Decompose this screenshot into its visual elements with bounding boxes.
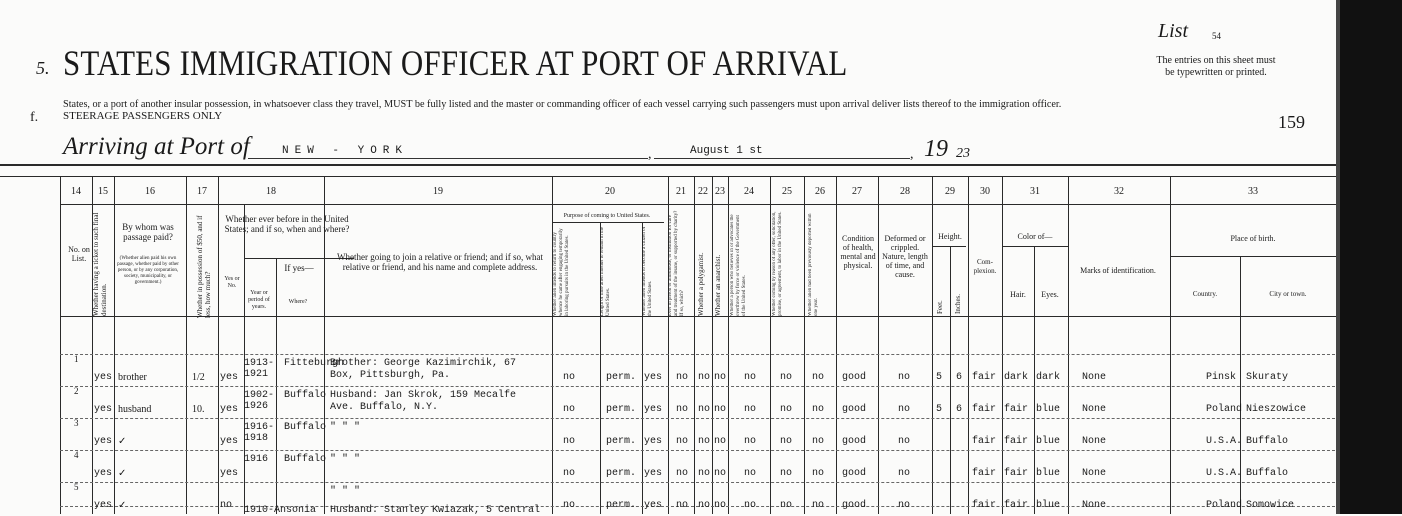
cell-eyes: blue xyxy=(1036,436,1061,447)
column-divider xyxy=(836,176,837,514)
table-top-border xyxy=(0,164,1340,166)
date-field: August 1 st xyxy=(654,145,910,159)
col-no-on-list: No. on List. xyxy=(68,245,90,263)
cell-c24: no xyxy=(744,404,757,415)
subheader-rule xyxy=(932,246,966,247)
col-money: Whether in possession of $50, and if less, how much? xyxy=(196,215,212,318)
cell-city: Somowice xyxy=(1246,500,1295,511)
cell-c20c: yes xyxy=(644,500,663,511)
cell-hair: fair xyxy=(1004,404,1029,415)
column-divider xyxy=(218,176,219,514)
cell-before: yes xyxy=(220,468,239,479)
cell-period: 1916 xyxy=(244,454,269,465)
cell-city: Nieszowice xyxy=(1246,404,1307,415)
cell-c23: no xyxy=(714,468,727,479)
column-divider xyxy=(1170,176,1171,514)
cell-feet: 5 xyxy=(936,372,943,383)
cell-paid: husband xyxy=(118,404,152,415)
cell-c28: no xyxy=(898,404,911,415)
cell-period: 1902-1926 xyxy=(244,390,275,412)
col-purpose-citizen: Whether alien intends to become a citizen of the United States. xyxy=(642,226,653,316)
column-number: 15 xyxy=(98,186,108,197)
column-number: 23 xyxy=(715,186,725,197)
cell-hair: fair xyxy=(1004,468,1029,479)
cell-money: 1/2 xyxy=(192,372,205,383)
subheader-rule xyxy=(1170,256,1336,257)
column-number: 16 xyxy=(145,186,155,197)
column-number: 14 xyxy=(71,186,81,197)
cell-c28: no xyxy=(898,500,911,511)
cell-c22: no xyxy=(698,404,711,415)
cell-hair: fair xyxy=(1004,500,1029,511)
column-divider xyxy=(728,176,729,514)
arriving-label: Arriving at Port of xyxy=(63,133,250,160)
cell-country: Poland xyxy=(1206,500,1243,511)
partial-row-period: 1910-Ansonia xyxy=(244,505,317,516)
column-divider xyxy=(694,176,695,514)
sheet-number: 159 xyxy=(1278,112,1305,132)
cell-c26: no xyxy=(812,372,825,383)
row-divider xyxy=(60,386,1340,387)
cell-no: 2 xyxy=(74,386,79,396)
cell-complexion: fair xyxy=(972,404,997,415)
cell-complexion: fair xyxy=(972,468,997,479)
column-number: 25 xyxy=(782,186,792,197)
cell-marks: None xyxy=(1082,404,1107,415)
cell-paid: ✓ xyxy=(118,436,127,447)
col-overthrow: Whether a person who believes in or advocates the overthrow by force or violence of the Government of the United States. xyxy=(730,214,747,316)
cell-join2: Ave. Buffalo, N.Y. xyxy=(330,402,439,413)
col-before-in-us: Whether ever before in the United States; and if so, when and where? xyxy=(224,214,350,234)
cell-inches: 6 xyxy=(956,404,963,415)
cell-c28: no xyxy=(898,436,911,447)
cell-country: Pinsk xyxy=(1206,372,1237,383)
entries-note-line-1: The entries on this sheet must xyxy=(1156,55,1276,66)
col-period: Year or period of years. xyxy=(248,290,270,310)
cell-country: Poland xyxy=(1206,404,1243,415)
subheader-rule xyxy=(552,222,664,223)
cell-c21: no xyxy=(676,468,689,479)
cell-no: 1 xyxy=(74,354,79,364)
cell-c25: no xyxy=(780,404,793,415)
cell-ticket: yes xyxy=(94,468,113,479)
cell-marks: None xyxy=(1082,436,1107,447)
entries-note xyxy=(1118,55,1314,79)
column-divider xyxy=(1034,246,1035,514)
column-number: 28 xyxy=(900,186,910,197)
row-divider xyxy=(60,482,1340,483)
column-divider xyxy=(968,176,969,514)
cell-c22: no xyxy=(698,468,711,479)
cell-paid: ✓ xyxy=(118,500,127,511)
cell-c20c: yes xyxy=(644,468,663,479)
cell-hair: dark xyxy=(1004,372,1029,383)
cell-c25: no xyxy=(780,500,793,511)
column-divider xyxy=(878,176,879,514)
cell-city: Skuraty xyxy=(1246,372,1289,383)
col-if-yes: If yes— xyxy=(284,263,314,273)
port-field: NEW - YORK xyxy=(248,145,648,159)
column-divider xyxy=(114,176,115,514)
cell-country: U.S.A. xyxy=(1206,436,1243,447)
cell-join1: Brother: George Kazimirchik, 67 xyxy=(330,358,517,369)
cell-ticket: yes xyxy=(94,372,113,383)
cell-marks: None xyxy=(1082,468,1107,479)
column-number: 21 xyxy=(676,186,686,197)
steerage-label: STEERAGE PASSENGERS ONLY xyxy=(63,110,223,122)
cell-c28: no xyxy=(898,372,911,383)
cell-country: U.S.A. xyxy=(1206,468,1243,479)
cell-c20b: perm. xyxy=(606,468,637,479)
year-prefix: 19 xyxy=(924,136,948,162)
cell-join1: " " " xyxy=(330,486,361,497)
cell-c27: good xyxy=(842,436,867,447)
column-divider xyxy=(60,176,61,514)
col-color-of: Color of— xyxy=(1017,232,1053,241)
column-divider xyxy=(804,176,805,514)
comma-separator: , xyxy=(648,147,652,162)
col-going-to-join: Whether going to join a relative or friend; and if so, what relative or friend, and his name and complete address. xyxy=(337,252,543,272)
cell-eyes: blue xyxy=(1036,500,1061,511)
column-divider xyxy=(186,176,187,514)
cell-feet: 5 xyxy=(936,404,943,415)
list-label: List xyxy=(1158,20,1189,42)
col-hair: Hair. xyxy=(1010,290,1026,299)
row-divider xyxy=(60,418,1340,419)
cell-c25: no xyxy=(780,372,793,383)
column-number: 24 xyxy=(744,186,754,197)
cell-before: yes xyxy=(220,372,239,383)
cell-no: 3 xyxy=(74,418,79,428)
cell-before: yes xyxy=(220,404,239,415)
cell-c23: no xyxy=(714,404,727,415)
col-place-of-birth: Place of birth. xyxy=(1230,234,1276,243)
col-country: Country. xyxy=(1192,290,1218,298)
cell-c20a: no xyxy=(563,404,576,415)
cell-hair: fair xyxy=(1004,436,1029,447)
cell-complexion: fair xyxy=(972,436,997,447)
col-health: Condition of health, mental and physical. xyxy=(840,234,876,270)
cell-c26: no xyxy=(812,436,825,447)
cell-c23: no xyxy=(714,436,727,447)
cell-c21: no xyxy=(676,500,689,511)
cell-c23: no xyxy=(714,372,727,383)
column-divider xyxy=(1068,176,1069,514)
cell-before: no xyxy=(220,500,233,511)
comma-separator: , xyxy=(910,147,914,162)
table-rule xyxy=(0,176,1340,177)
cell-period: 1916-1918 xyxy=(244,422,275,444)
col-passage-paid-note: (Whether alien paid his own passage, whether paid by other person, or by any corporation, society, municipality, or government.) xyxy=(117,256,179,285)
column-divider xyxy=(712,176,713,514)
column-divider xyxy=(932,176,933,514)
col-yes-no: Yes or No. xyxy=(224,276,240,289)
col-anarchist: Whether an anarchist. xyxy=(714,254,722,316)
cell-eyes: dark xyxy=(1036,372,1061,383)
col-contract-labor: Whether coming by reason of any offer, solicitation, promise, or agreement, to labor in the United States. xyxy=(772,211,783,316)
cell-c21: no xyxy=(676,404,689,415)
row-divider xyxy=(60,450,1340,451)
cell-c20b: perm. xyxy=(606,404,637,415)
margin-mark: 5. xyxy=(36,58,50,78)
cell-c27: good xyxy=(842,468,867,479)
page-title: STATES IMMIGRATION OFFICER AT PORT OF ARRIVAL xyxy=(63,43,848,83)
cell-c24: no xyxy=(744,500,757,511)
cell-c21: no xyxy=(676,436,689,447)
year-suffix: 23 xyxy=(956,146,970,161)
cell-complexion: fair xyxy=(972,500,997,511)
column-number: 19 xyxy=(433,186,443,197)
column-number: 18 xyxy=(266,186,276,197)
cell-marks: None xyxy=(1082,500,1107,511)
cell-city: Buffalo xyxy=(1246,468,1289,479)
cell-where: Buffalo xyxy=(284,422,327,433)
cell-c20a: no xyxy=(563,468,576,479)
cell-join1: " " " xyxy=(330,454,361,465)
cell-c27: good xyxy=(842,500,867,511)
colnum-rule xyxy=(60,204,1340,205)
col-polygamist: Whether a polygamist. xyxy=(697,252,705,316)
col-city: City or town. xyxy=(1269,290,1307,298)
cell-c27: good xyxy=(842,372,867,383)
cell-before: yes xyxy=(220,436,239,447)
column-divider xyxy=(950,246,951,514)
instruction-line: States, or a port of another insular possession, in whatsoever class they travel, MUST be fully listed and the master or commanding officer of each vessel carrying such passengers must upon arrival deliver lists thereof to the immigration officer. xyxy=(63,98,1062,110)
cell-inches: 6 xyxy=(956,372,963,383)
col-where: Where? xyxy=(288,299,308,305)
list-number: 54 xyxy=(1212,31,1221,41)
column-number: 30 xyxy=(980,186,990,197)
cell-c26: no xyxy=(812,404,825,415)
column-number: 22 xyxy=(698,186,708,197)
cell-c26: no xyxy=(812,468,825,479)
column-number: 17 xyxy=(197,186,207,197)
cell-c28: no xyxy=(898,468,911,479)
col-marks: Marks of identification. xyxy=(1080,266,1156,275)
column-number: 26 xyxy=(815,186,825,197)
col-purpose: Purpose of coming to United States. xyxy=(563,213,651,219)
col-eyes: Eyes. xyxy=(1041,290,1059,299)
cell-paid: brother xyxy=(118,372,147,383)
column-number: 32 xyxy=(1114,186,1124,197)
cell-complexion: fair xyxy=(972,372,997,383)
cell-c20b: perm. xyxy=(606,436,637,447)
cell-c20c: yes xyxy=(644,372,663,383)
col-height-feet: Feet. xyxy=(936,300,944,314)
cell-join1: Husband: Jan Skrok, 159 Mecalfe xyxy=(330,390,517,401)
cell-c25: no xyxy=(780,436,793,447)
cell-where: Buffalo xyxy=(284,454,327,465)
cell-c21: no xyxy=(676,372,689,383)
cell-paid: ✓ xyxy=(118,468,127,479)
row-divider xyxy=(60,354,1340,355)
cell-c22: no xyxy=(698,500,711,511)
col-passage-paid: By whom was passage paid? xyxy=(122,222,174,242)
cell-c23: no xyxy=(714,500,727,511)
cell-c25: no xyxy=(780,468,793,479)
cell-no: 5 xyxy=(74,482,79,492)
cell-c22: no xyxy=(698,436,711,447)
col-deported: Whether alien had been previously deported within one year. xyxy=(808,213,819,316)
cell-c24: no xyxy=(744,372,757,383)
cell-eyes: blue xyxy=(1036,468,1061,479)
col-height-inches: Inches. xyxy=(954,293,962,314)
cell-marks: None xyxy=(1082,372,1107,383)
cell-c20a: no xyxy=(563,500,576,511)
cell-ticket: yes xyxy=(94,500,113,511)
col-ticket: Whether having a ticket to such final destination. xyxy=(92,212,108,316)
cell-c22: no xyxy=(698,372,711,383)
entries-note-line-2: be typewritten or printed. xyxy=(1165,67,1267,78)
cell-period: 1913-1921 xyxy=(244,358,275,380)
cell-ticket: yes xyxy=(94,436,113,447)
col-purpose-return: Whether alien intends to return to country whence he came after engaging temporarily in laboring pursuits in the United States. xyxy=(553,228,570,316)
header-bottom-rule xyxy=(60,316,1340,317)
column-number: 29 xyxy=(945,186,955,197)
cell-no: 4 xyxy=(74,450,79,460)
subheader-rule xyxy=(1002,246,1068,247)
cell-c24: no xyxy=(744,468,757,479)
column-number: 33 xyxy=(1248,186,1258,197)
partial-row-join1: Husband: Stanley Kwiazak, 5 Central xyxy=(330,505,541,516)
cell-where: Fitteburgh xyxy=(284,358,345,369)
cell-c20a: no xyxy=(563,372,576,383)
cell-money: 10. xyxy=(192,404,205,415)
cell-c20b: perm. xyxy=(606,372,637,383)
cell-ticket: yes xyxy=(94,404,113,415)
cell-join1: " " " xyxy=(330,422,361,433)
cell-city: Buffalo xyxy=(1246,436,1289,447)
cell-c27: good xyxy=(842,404,867,415)
cell-c20b: perm. xyxy=(606,500,637,511)
cell-join2: Box, Pittsburgh, Pa. xyxy=(330,370,451,381)
column-number: 31 xyxy=(1030,186,1040,197)
cell-c20c: yes xyxy=(644,436,663,447)
cell-eyes: blue xyxy=(1036,404,1061,415)
margin-mark-2: f. xyxy=(30,110,39,125)
column-divider xyxy=(770,176,771,514)
column-number: 27 xyxy=(852,186,862,197)
cell-c20c: yes xyxy=(644,404,663,415)
col-purpose-length: Length of time alien intends to remain in the United States. xyxy=(600,226,611,316)
col-complexion: Com-plexion. xyxy=(973,258,997,275)
scan-border xyxy=(1340,0,1402,514)
col-height: Height. xyxy=(938,232,962,241)
col-deformed: Deformed or crippled. Nature, length of time, and cause. xyxy=(882,234,928,279)
column-number: 20 xyxy=(605,186,615,197)
column-divider xyxy=(1002,176,1003,514)
cell-c24: no xyxy=(744,436,757,447)
cell-where: Buffalo xyxy=(284,390,327,401)
cell-c20a: no xyxy=(563,436,576,447)
col-prison: Ever in prison or almshouse, or institution for care and treatment of the insane, or supported by charity? If so, which? xyxy=(668,210,685,316)
cell-c26: no xyxy=(812,500,825,511)
